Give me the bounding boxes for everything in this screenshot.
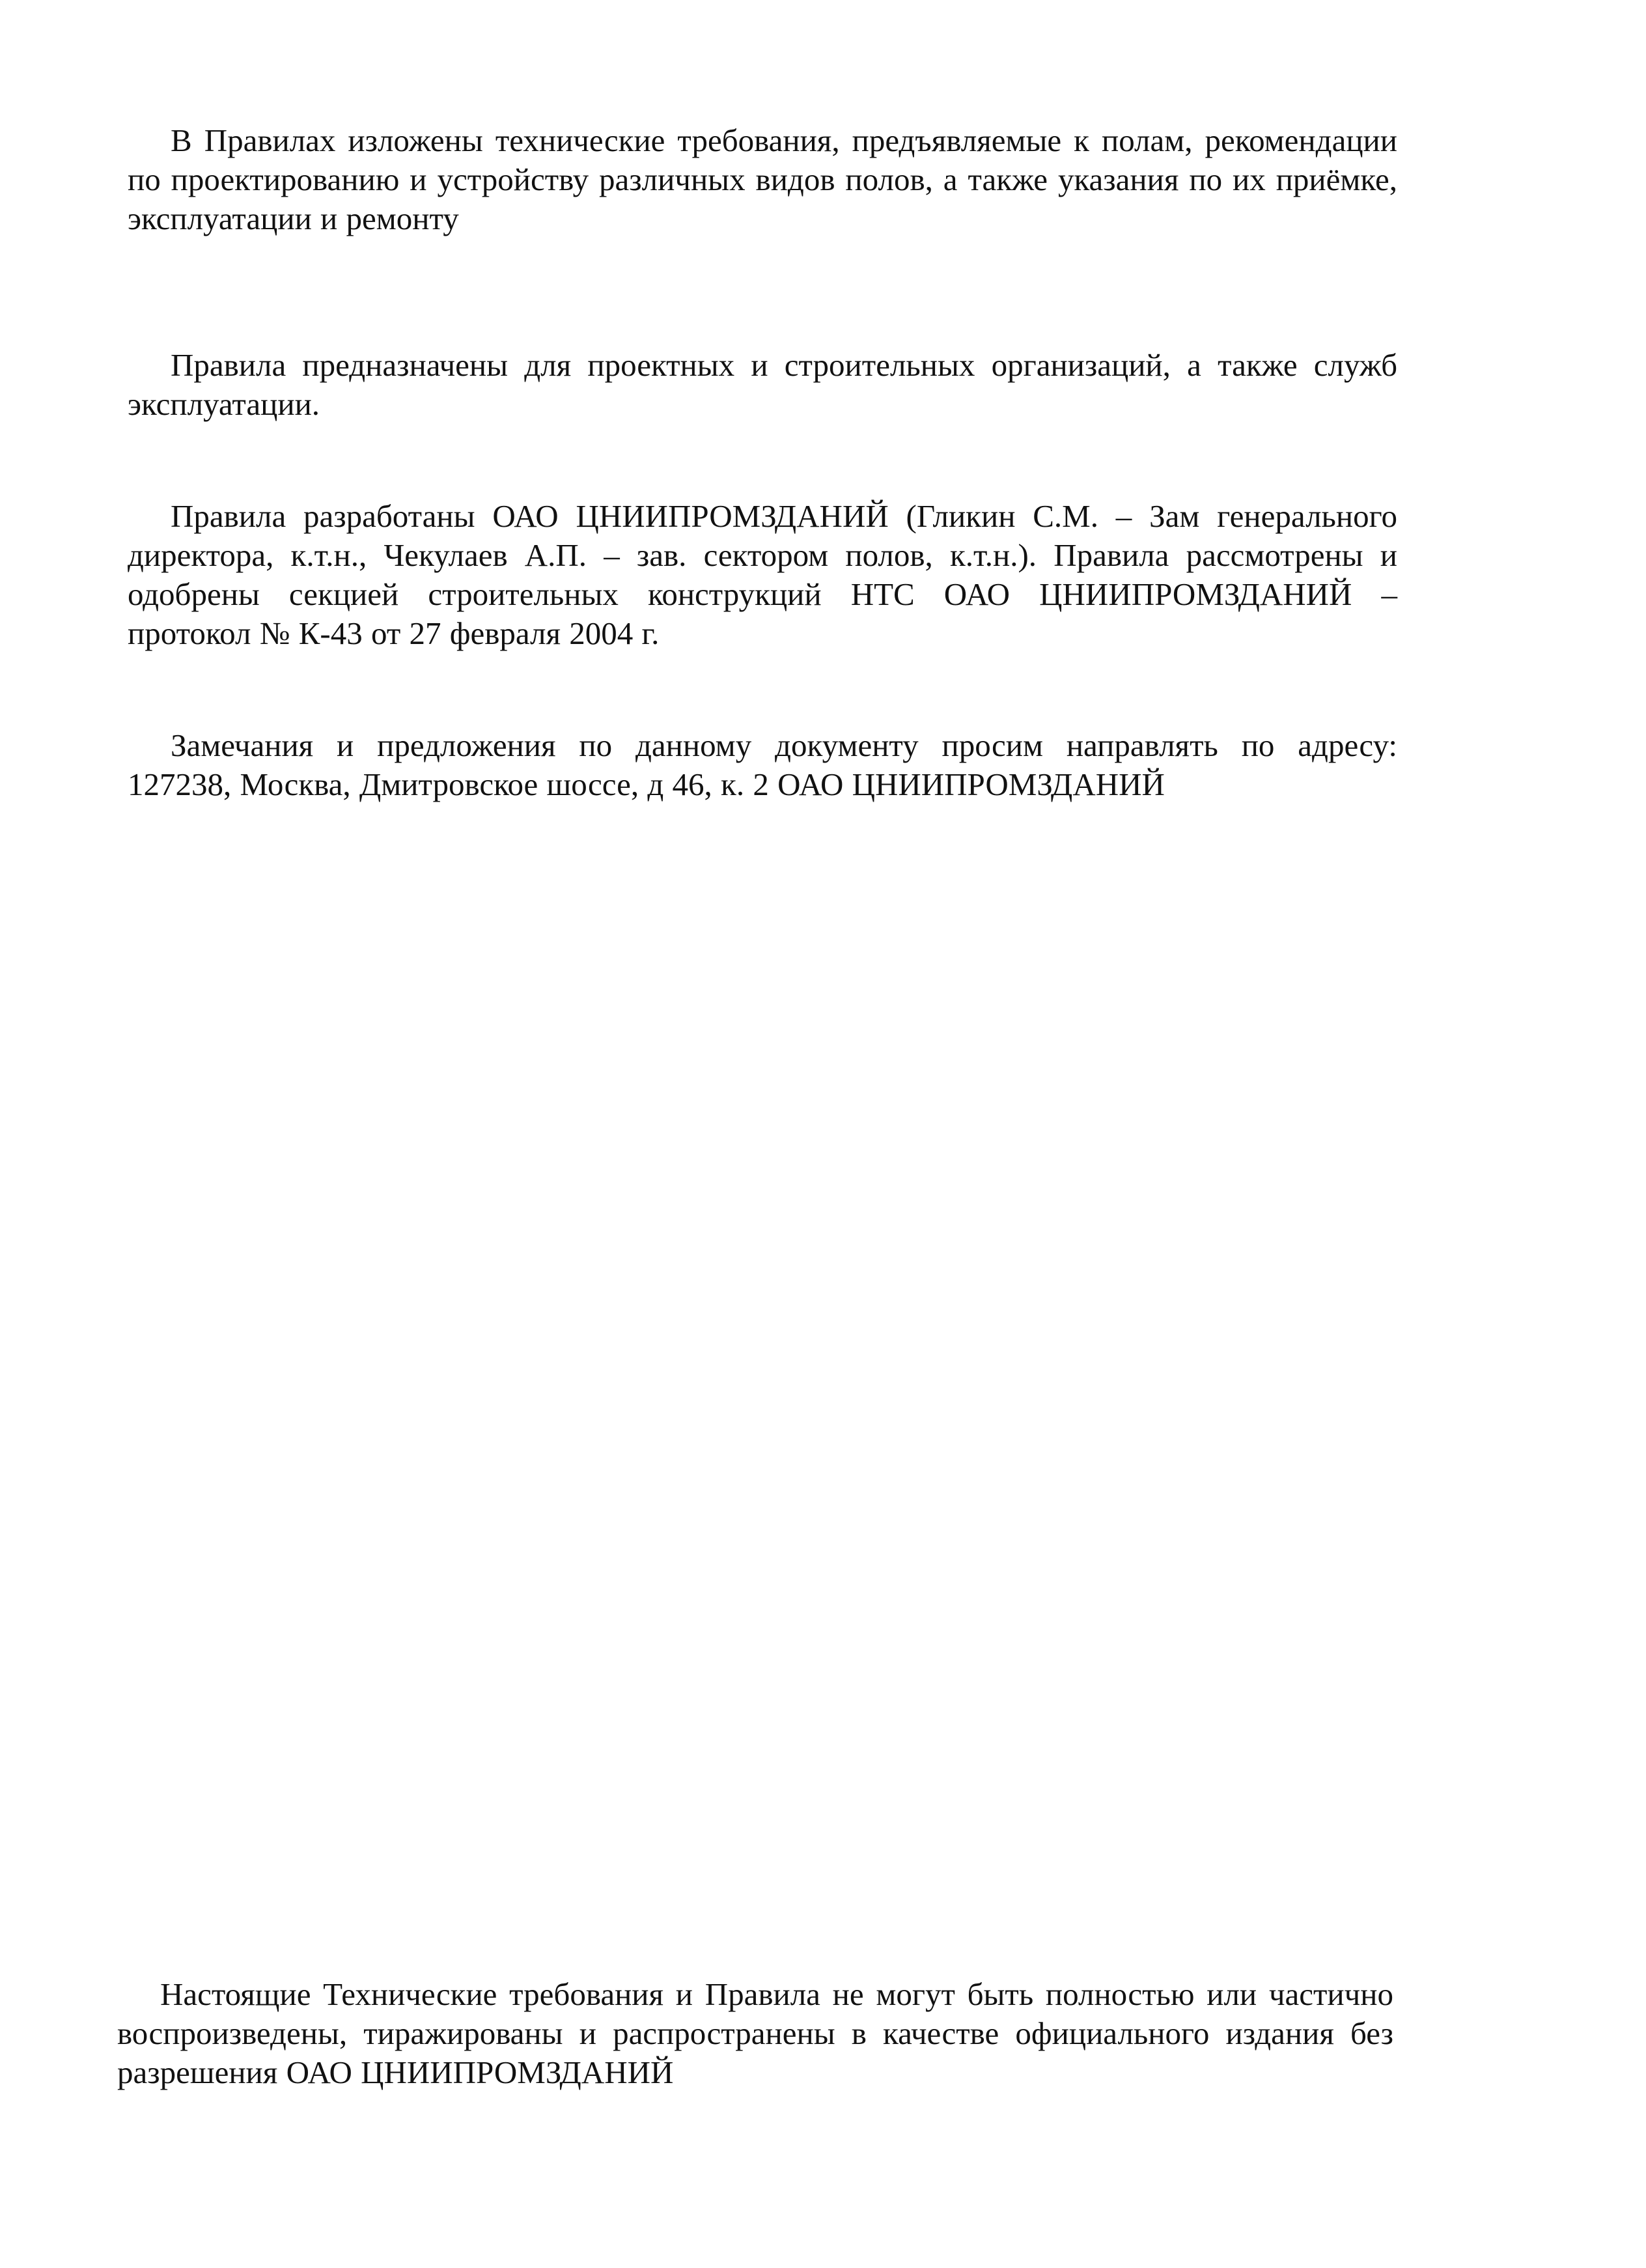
rights-line: Настоящие Технические требования и Правила не могут быть полностью или частично bbox=[160, 1976, 1393, 2012]
authors-line: одобрены секцией строительных конструкций НТС ОАО ЦНИИПРОМЗДАНИЙ – bbox=[128, 576, 1397, 612]
intro-line: по проектированию и устройству различных видов полов, а также указания по их приёмке, bbox=[128, 161, 1397, 197]
purpose-line: эксплуатации. bbox=[128, 386, 320, 422]
address-line: Замечания и предложения по данному документу просим направлять по адресу: bbox=[171, 727, 1397, 763]
rights-line: воспроизведены, тиражированы и распространены в качестве официального издания без bbox=[117, 2015, 1393, 2051]
address-line: 127238, Москва, Дмитровское шоссе, д 46, к. 2 ОАО ЦНИИПРОМЗДАНИЙ bbox=[128, 766, 1165, 802]
authors-line: Правила разработаны ОАО ЦНИИПРОМЗДАНИЙ (Гликин С.М. – Зам генерального bbox=[171, 498, 1397, 534]
intro-line: В Правилах изложены технические требования, предъявляемые к полам, рекомендации bbox=[171, 122, 1397, 158]
address-paragraph bbox=[128, 726, 1397, 804]
intro-paragraph bbox=[128, 121, 1397, 238]
purpose-paragraph bbox=[128, 346, 1397, 424]
authors-line: директора, к.т.н., Чекулаев А.П. – зав. сектором полов, к.т.н.). Правила рассмотрены и bbox=[128, 537, 1397, 573]
rights-paragraph bbox=[117, 1975, 1393, 2092]
authors-line: протокол № К-43 от 27 февраля 2004 г. bbox=[128, 615, 660, 651]
authors-paragraph bbox=[128, 497, 1397, 653]
purpose-line: Правила предназначены для проектных и строительных организаций, а также служб bbox=[171, 347, 1397, 383]
rights-line: разрешения ОАО ЦНИИПРОМЗДАНИЙ bbox=[117, 2054, 674, 2090]
intro-line: эксплуатации и ремонту bbox=[128, 201, 459, 236]
